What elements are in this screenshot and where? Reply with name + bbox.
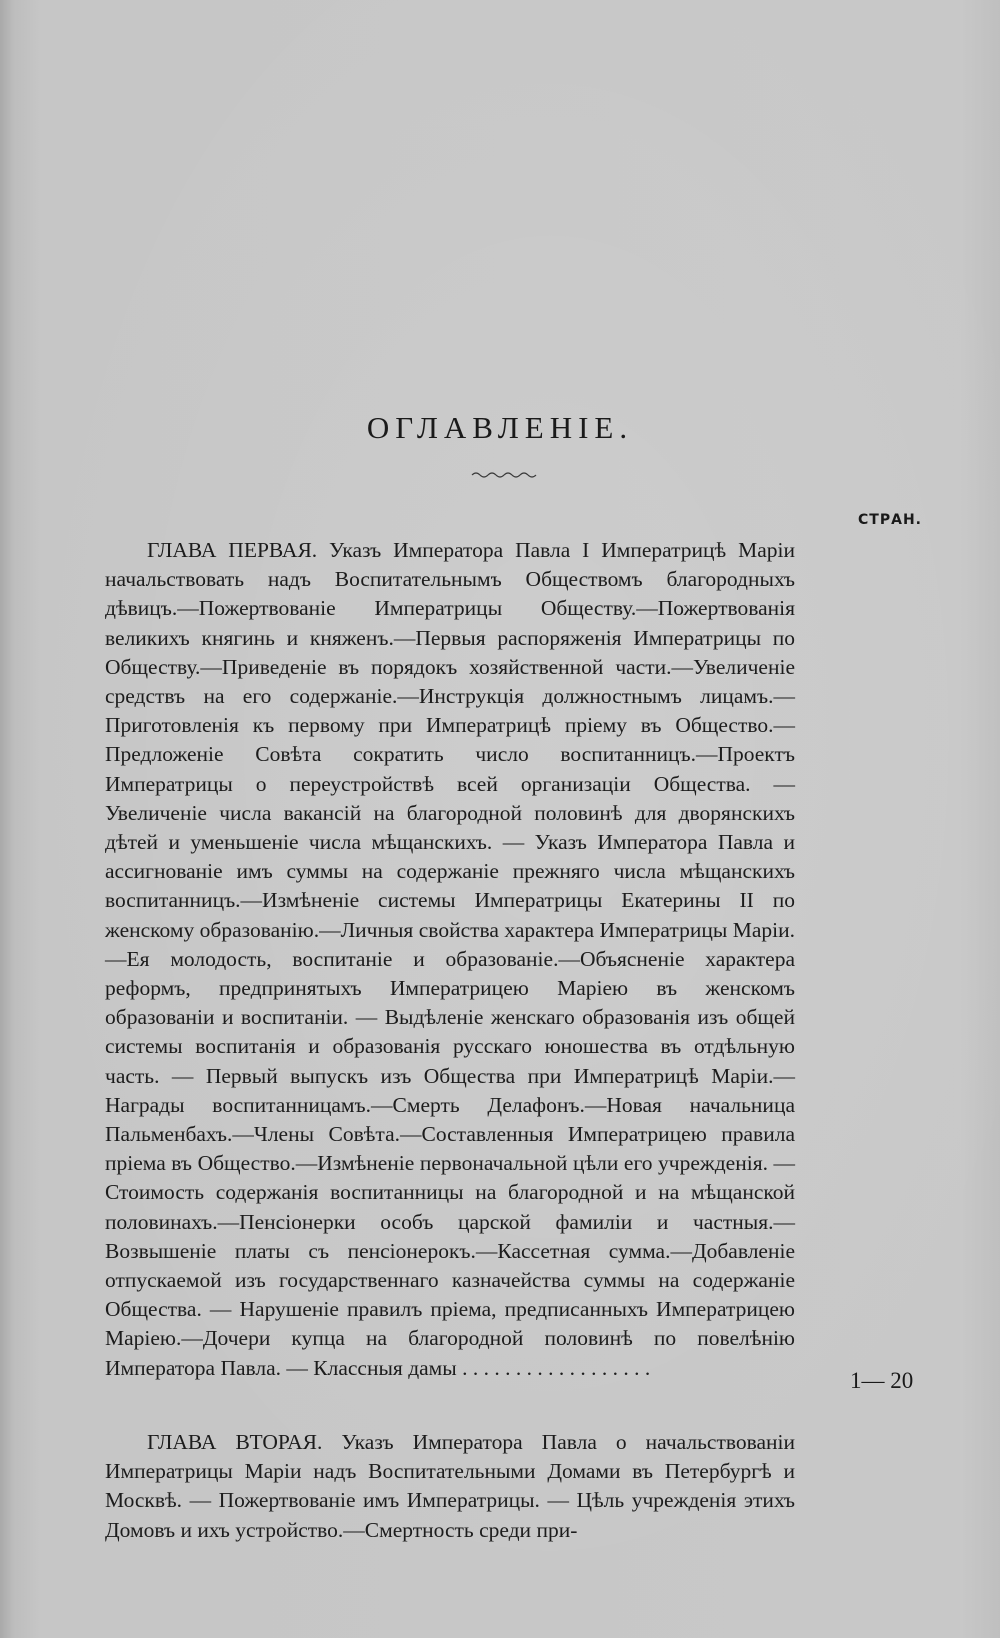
chapter-1-leader-dots: . . . . . . . . . . . . . . . . . . [456, 1355, 651, 1380]
chapter-1-page-range: 1— 20 [850, 1368, 914, 1393]
toc-heading: ОГЛАВЛЕНІЕ. [366, 410, 634, 445]
ornament-divider [470, 470, 540, 480]
toc-entry-chapter-1 [105, 536, 795, 1383]
chapter-1-summary: Указъ Императора Павла I Императрицѣ Маріи начальствовать надъ Воспитательнымъ Обществомъ благородныхъ дѣвицъ.—Пожертвованіе Императрицы Обществу.—Пожертвованія великихъ княгинь и княженъ.—Первыя распоряженія Императрицы по Обществу.—Приведеніе въ порядокъ хозяйственной части.—Увеличеніе средствъ на его содержаніе.—Инструкція должностнымъ лицамъ.—Приготовленія къ первому при Императрицѣ пріему въ Общество.—Предложеніе Совѣта сократить число воспитанницъ.—Проектъ Императрицы о переустройствѣ всей организаціи Общества. — Увеличеніе числа вакансій на благородной половинѣ для дворянскихъ дѣтей и уменьшеніе числа мѣщанскихъ. — Указъ Императора Павла и ассигнованіе имъ суммы на содержаніе прежняго числа мѣщанскихъ воспитанницъ.—Измѣненіе системы Императрицы Екатерины II по женскому образованію.—Личныя свойства характера Императрицы Маріи.—Ея молодость, воспитаніе и образованіе.—Объясненіе характера реформъ, предпринятыхъ Императрицею Маріею въ женскомъ образованіи и воспитаніи. — Выдѣленіе женскаго образованія изъ общей системы воспитанія и образованія русскаго юношества въ отдѣльную часть. — Первый выпускъ изъ Общества при Императрицѣ Маріи.—Награды воспитанницамъ.—Смерть Делафонъ.—Новая начальница Пальменбахъ.—Члены Совѣта.—Составленныя Императрицею правила пріема въ Общество.—Измѣненіе первоначальной цѣли его учрежденія. — Стоимость содержанія воспитанницы на благородной и на мѣщанской половинахъ.—Пенсіонерки особъ царской фамиліи и частныя.—Возвышеніе платы съ пенсіонерокъ.—Кассетная сумма.—Добавленіе отпускаемой изъ государственнаго казначейства суммы на содержаніе Общества. — Нарушеніе правилъ пріема, предписанныхъ Императрицею Маріею.—Дочери купца на благородной половинѣ по повелѣнію Императора Павла. — Классныя дамы [105, 538, 795, 1380]
chapter-2-summary: Указъ Императора Павла о начальствованіи Императрицы Маріи надъ Воспитательными Домами въ Петербургѣ и Москвѣ. — Пожертвованіе имъ Императрицы. — Цѣль учрежденія этихъ Домовъ и ихъ устройство.—Смертность среди при- [105, 1430, 795, 1542]
page-column-label: СТРАН. [858, 512, 922, 528]
chapter-1-title: ГЛАВА ПЕРВАЯ. [147, 538, 318, 562]
toc-entry-chapter-2 [105, 1428, 795, 1545]
chapter-2-title: ГЛАВА ВТОРАЯ. [147, 1430, 323, 1454]
